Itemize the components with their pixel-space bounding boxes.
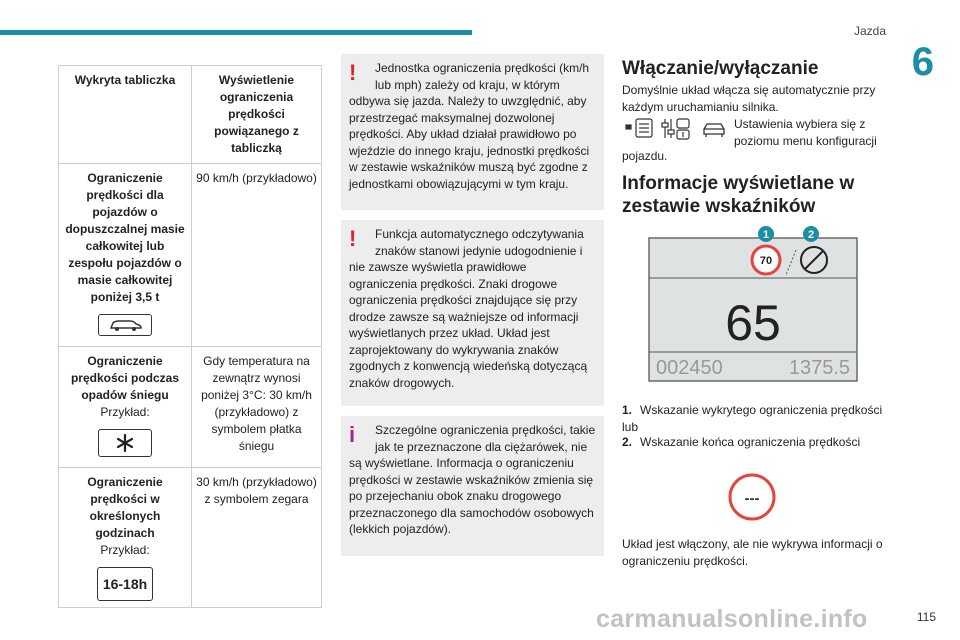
chapter-number: 6 [911,40,934,84]
table-row [59,347,322,468]
legend-item [622,434,892,451]
speed-limit-value: 70 [759,255,773,267]
paragraph: Domyślnie układ włącza się automatycznie przy każdym uruchamianiu silnika. [622,83,876,114]
screen-menu-icon [626,119,652,137]
note-text: Funkcja automatycznego odczytywania znaków stanowi jedynie udogodnienie i nie zawsze wyświetla prawidłowe ograniczenia prędkości. Znaki drogowe ograniczenia prędkości znajdujące się przy drodze zawsze są ważniejsze od informacji wyświetlanych przez układ. Układ jest zaprojektowany do wykrywania znaków zgodnych z konwencją wiedeńską dotyczącą znaków drogowych. [349,227,588,390]
table-cell: 90 km/h (przykładowo) [192,164,322,347]
snowflake-icon [98,429,152,457]
table-header-row [59,66,322,164]
table-row [59,164,322,347]
table-row [59,468,322,608]
sign-table [58,65,322,608]
callout-number: 2 [807,229,815,241]
page-number: 115 [916,610,936,624]
dash-text: --- [744,490,760,507]
callout-number: 1 [762,229,770,241]
table-cell-title: Ograniczenie prędkości podczas opadów śniegu [70,354,180,402]
note-text: Jednostka ograniczenia prędkości (km/h lub mph) zależy od kraju, w którym odbywa się jazda. Należy to uwzględnić, aby przestrzegać maksymalnej dozwolonej prędkości. Aby układ działał prawidłowo po wjeździe do innego kraju, jednostki prędkości w zestawie wskaźników muszą być zgodne z jednostkami obowiązującymi w tym kraju. [349,61,590,191]
odometer: 002450 [656,357,723,379]
warning-note [341,220,604,406]
legend-item [622,402,892,436]
instrument-cluster-figure [648,224,858,382]
legend-number: 2. [622,435,633,449]
legend-number: 1. [622,403,633,417]
settings-sliders-icon [662,119,689,139]
info-icon: i [349,422,356,447]
warning-icon: ! [349,60,357,85]
table-header: Wyświetlenie ograniczenia prędkości powiązanego z tabliczką [192,66,322,164]
time-sign: 16-18h [97,567,153,601]
car-icon [98,314,152,336]
legend-text: Wskazanie wykrytego ograniczenia prędkości lub [622,403,883,434]
section-heading: Informacje wyświetlane w zestawie wskaźników [622,173,855,217]
table-cell: 30 km/h (przykładowo) z symbolem zegara [192,468,322,608]
car-outline-icon [704,124,724,137]
warning-note [341,54,604,210]
table-header: Wykryta tabliczka [59,66,192,164]
section-title: Jazda [853,24,886,38]
no-info-sign [727,472,777,522]
note-text: Szczególne ograniczenia prędkości, takie jak te przeznaczone dla ciężarówek, nie są wyświetlane. Informacja o ograniczeniu prędkości w zestawie wskaźników zmienia się po przejechaniu obok znaku drogowego przeznaczonego dla samochodów osobowych (lekkich pojazdów). [349,423,596,536]
header-accent-bar [0,30,472,35]
table-cell-title: Ograniczenie prędkości w określonych godzinach [87,475,163,540]
legend-text: Wskazanie końca ograniczenia prędkości [640,435,861,449]
trip-meter: 1375.5 [788,357,850,379]
menu-icons [624,116,730,142]
info-note [341,416,604,556]
table-cell-title: Ograniczenie prędkości dla pojazdów o dopuszczalnej masie całkowitej lub zespołu pojazdów o masie całkowitej poniżej 3,5 t [65,171,185,304]
warning-icon: ! [349,226,357,251]
section-heading: Włączanie/wyłączanie [622,58,819,79]
table-cell: Gdy temperatura na zewnątrz wynosi poniżej 3°C: 30 km/h (przykładowo) z symbolem płatka śniegu [192,347,322,468]
table-cell-note: Przykład: [100,543,150,557]
paragraph: Ustawienia wybiera się z poziomu menu konfiguracji [734,117,877,148]
table-cell-note: Przykład: [100,405,150,419]
current-speed: 65 [725,295,781,351]
paragraph: pojazdu. [622,149,668,163]
paragraph: Układ jest włączony, ale nie wykrywa informacji o ograniczeniu prędkości. [622,537,883,568]
watermark: carmanualsonline.info [596,605,868,633]
